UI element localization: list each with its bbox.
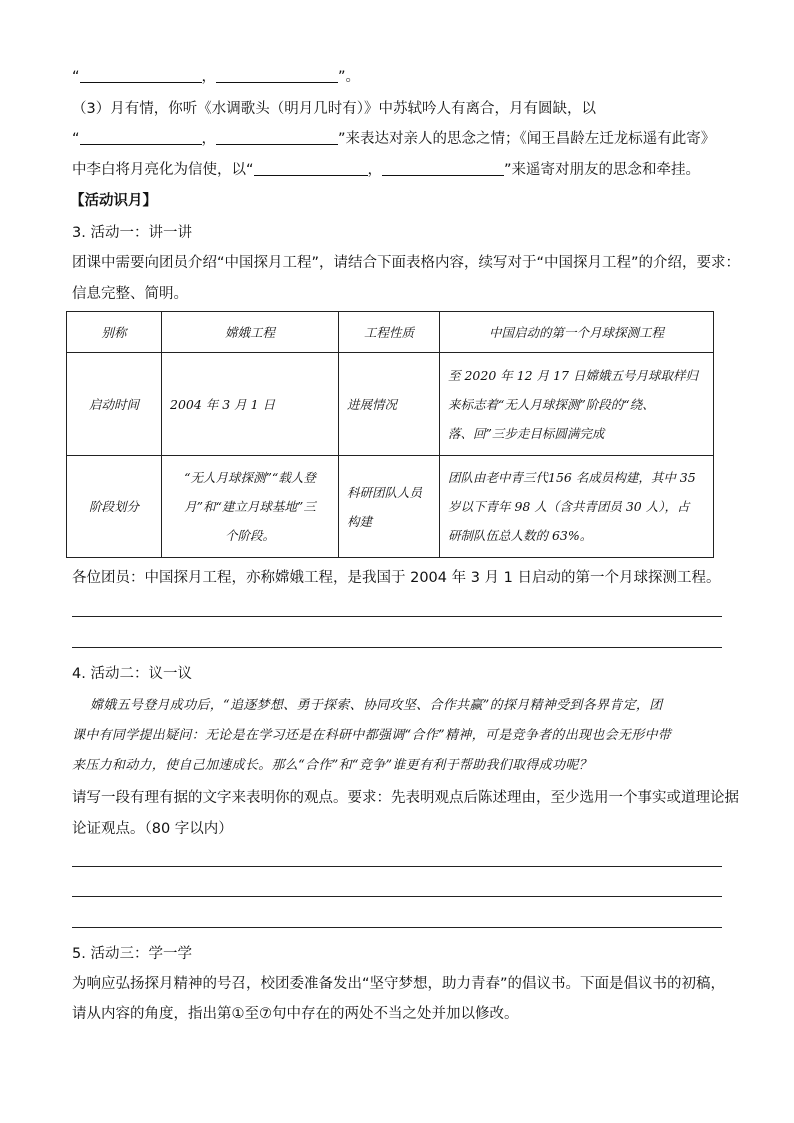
section-title: 【活动识月】 (70, 193, 157, 209)
answer-line-3[interactable] (72, 866, 722, 867)
q3-line1: （3）月有情，你听《水调歌头（明月几时有）》中苏轼吟人有离合，月有圆缺，以 (72, 101, 596, 117)
open-quote: “ (72, 131, 80, 147)
open-quote: “ (72, 69, 80, 85)
table-cell: 中国启动的第一个月球探测工程 (440, 312, 714, 353)
comma: ， (201, 69, 217, 85)
activity2-para-line3: 来压力和动力，使自己加速成长。那么“合作”和“竞争”谁更有利于帮助我们取得成功呢？ (72, 758, 592, 773)
blank-3[interactable] (80, 130, 202, 145)
table-cell: 2004 年 3 月 1 日 (162, 353, 339, 456)
table-cell: 阶段划分 (67, 456, 162, 558)
cell-line: 个阶段。 (224, 528, 275, 543)
blank-4[interactable] (216, 130, 338, 145)
blank-6[interactable] (382, 161, 504, 176)
activity2-prompt-line1: 请写一段有理有据的文字来表明你的观点。要求：先表明观点后陈述理由，至少选用一个事实或道理论据 (72, 790, 739, 806)
answer-intro: 各位团员：中国探月工程，亦称嫦娥工程，是我国于 2004 年 3 月 1 日启动的第一个月球探测工程。 (72, 570, 721, 586)
activity2-para-line1: 嫦娥五号登月成功后，“追逐梦想、勇于探索、协同攻坚、合作共赢”的探月精神受到各界肯定，团 (90, 698, 663, 713)
activity2-prompt-line2: 论证观点。（80 字以内） (72, 821, 233, 837)
close-quote: ”。 (338, 69, 361, 85)
table-row (67, 353, 714, 456)
cell-line: 构建 (347, 513, 373, 529)
table-row (67, 456, 714, 558)
table-cell: 工程性质 (339, 312, 440, 353)
comma: ， (367, 162, 383, 178)
q2-answer-line (72, 66, 360, 88)
activity1-heading: 3. 活动一：讲一讲 (72, 225, 192, 241)
activity3-heading: 5. 活动三：学一学 (72, 946, 192, 962)
comma: ， (201, 131, 217, 147)
q3-line2-tail: ”来表达对亲人的思念之情；《闻王昌龄左迁龙标遥有此寄》 (338, 131, 716, 147)
cell-line: 团队由老中青三代156 名成员构建，其中 35 (448, 470, 696, 485)
table-cell (440, 456, 714, 558)
cell-line: 月”和“建立月球基地”三 (184, 499, 316, 514)
table-cell (339, 456, 440, 558)
cell-line: 科研团队人员 (347, 484, 423, 500)
cell-line: 落、回”三步走目标圆满完成 (448, 425, 605, 441)
table-cell: 进展情况 (339, 353, 440, 456)
table-cell (162, 456, 339, 558)
cell-line: 研制队伍总人数的 63%。 (448, 528, 593, 543)
cell-line: 至 2020 年 12 月 17 日嫦娥五号月球取样归 (448, 367, 698, 383)
blank-1[interactable] (80, 68, 202, 83)
answer-line-5[interactable] (72, 927, 722, 928)
table-cell: 别称 (67, 312, 162, 353)
cell-line: 岁以下青年 98 人（含共青团员 30 人），占 (448, 499, 690, 514)
table-header-row (67, 312, 714, 353)
answer-line-4[interactable] (72, 896, 722, 897)
activity1-prompt-line1: 团课中需要向团员介绍“中国探月工程”，请结合下面表格内容，续写对于“中国探月工程”的介绍，要求： (72, 255, 741, 271)
q3-line3 (72, 159, 700, 181)
q3-line3-tail: ”来遥寄对朋友的思念和牵挂。 (504, 162, 701, 178)
activity1-prompt-line2: 信息完整、简明。 (72, 286, 188, 302)
q3-line3-head: 中李白将月亮化为信使，以“ (72, 162, 254, 178)
cell-line: 来标志着“无人月球探测”阶段的“绕、 (448, 396, 655, 412)
answer-line-1[interactable] (72, 616, 722, 617)
moon-project-table (66, 311, 714, 558)
table-cell: 启动时间 (67, 353, 162, 456)
table-cell (440, 353, 714, 456)
blank-5[interactable] (254, 161, 368, 176)
q3-line2 (72, 128, 715, 150)
table-cell: 嫦娥工程 (162, 312, 339, 353)
activity3-line1: 为响应弘扬探月精神的号召，校团委准备发出“坚守梦想，助力青春”的倡议书。下面是倡议书的初稿， (72, 976, 726, 992)
activity2-para-line2: 课中有同学提出疑问：无论是在学习还是在科研中都强调“合作”精神，可是竞争者的出现也会无形中带 (72, 728, 672, 743)
activity3-line2: 请从内容的角度，指出第①至⑦句中存在的两处不当之处并加以修改。 (72, 1006, 519, 1022)
blank-2[interactable] (216, 68, 338, 83)
cell-line: “无人月球探测”“载人登 (184, 470, 316, 485)
activity2-heading: 4. 活动二：议一议 (72, 666, 192, 682)
answer-line-2[interactable] (72, 647, 722, 648)
